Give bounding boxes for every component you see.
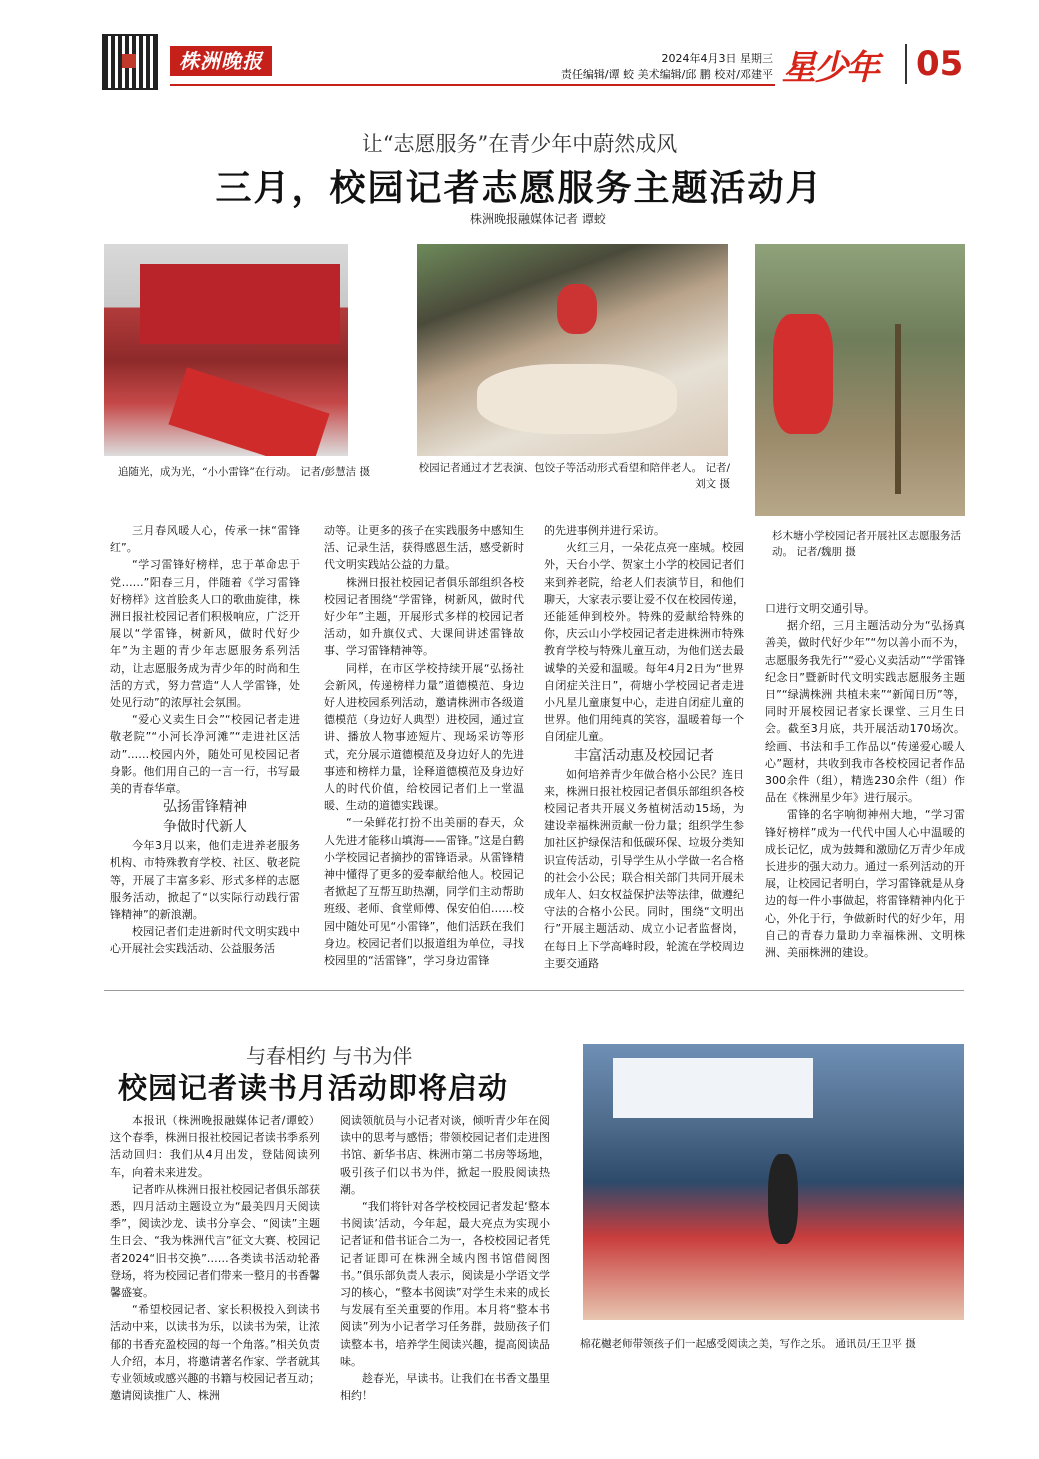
article1-column-4 <box>765 600 965 961</box>
paragraph: 口进行文明交通引导。 <box>765 602 875 615</box>
paragraph: 本报讯（株洲晚报融媒体记者/谭蛟） 这个春季，株洲日报社校园记者读书季系列活动回归：我们从4月出发，登陆阅读列车，向着未来进发。 <box>110 1114 320 1179</box>
paragraph: 雷锋的名字响彻神州大地，“学习雷锋好榜样”成为一代代中国人心中温暖的成长记忆，成为鼓舞和激励亿万青少年成长进步的强大动力。通过一系列活动的开展，让校园记者明白，学习雷锋就是从身边的每一件小事做起，将雷锋精神内化于心，外化于行，争做新时代的好少年，用自己的青春力量助力幸福株洲、文明株洲、美丽株洲的建设。 <box>765 808 965 960</box>
masthead-logo: 株洲晚报 <box>170 46 272 76</box>
article1-column-3 <box>544 522 744 972</box>
section-name: 星少年 <box>782 48 878 88</box>
section-logo <box>782 40 878 89</box>
article2-kicker: 与春相约 与书为伴 <box>246 1044 413 1068</box>
page-number: 05 <box>916 44 964 84</box>
paragraph: 趁春光，早读书。让我们在书香文墨里相约！ <box>340 1372 550 1403</box>
photo-person-shape <box>557 284 597 334</box>
article1-title: 三月，校园记者志愿服务主题活动月 <box>215 168 824 209</box>
paragraph: “爱心义卖生日会”“校园记者走进敬老院”“小河长净河滩”“走进社区活动”……校园内外，随处可见校园记者身影。他们用自己的一言一行，书写最美的青春华章。 <box>110 713 300 796</box>
paragraph: “学习雷锋好榜样，忠于革命忠于党……”阳春三月，伴随着《学习雷锋好榜样》这首脍炙人口的歌曲旋律，株洲日报社校园记者们积极响应，广泛开展以“学雷锋，树新风，做时代好少年”为主题的青少年志愿服务系列活动，让志愿服务成为青少年的时尚和生活的方式，努力营造“人人学雷锋，处处见行动”的浓厚社会氛围。 <box>110 558 300 710</box>
paragraph: 记者昨从株洲日报社校园记者俱乐部获悉，四月活动主题设立为“最美四月天阅读季”，阅读沙龙、读书分享会、“阅读”主题生日会、“我为株洲代言”征文大赛、校园记者2024“旧书交换”……各类读书活动轮番登场，将为校园记者们带来一整月的书香馨馨盛宴。 <box>110 1182 320 1300</box>
header-divider <box>905 44 907 84</box>
article1-byline: 株洲晚报融媒体记者 谭蛟 <box>470 212 606 226</box>
photo-reading-lecture <box>583 1044 964 1320</box>
header-rule <box>170 84 775 86</box>
paragraph: 校园记者们走进新时代文明实践中心开展社会实践活动、公益服务活 <box>110 925 300 956</box>
section-divider <box>104 990 964 991</box>
photo-speaker-shape <box>768 1154 798 1244</box>
paragraph: 今年3月以来，他们走进养老服务机构、市特殊教育学校、社区、敬老院等，开展了丰富多彩、形式多样的志愿服务活动，掀起了“以实际行动践行雷锋精神”的新浪潮。 <box>110 839 300 922</box>
photo-caption: 杉木塘小学校园记者开展社区志愿服务活动。 记者/魏朋 摄 <box>772 530 961 558</box>
photo-table-shape <box>477 364 677 434</box>
issue-date: 2024年4月3日 星期三 <box>661 52 773 65</box>
paragraph: 阅读领航员与小记者对谈，倾听青少年在阅读中的思考与感悟；带领校园记者们走进图书馆、新华书店、株洲市第二书房等场地，吸引孩子们以书为伴，掀起一股股阅读热潮。 <box>340 1114 550 1196</box>
paragraph: 动等。让更多的孩子在实践服务中感知生活、记录生活，获得感恩生活，感受新时代文明实践站公益的力量。 <box>324 524 524 572</box>
article2-column-2 <box>340 1112 550 1404</box>
paragraph: 如何培养青少年做合格小公民？连日来，株洲日报社校园记者俱乐部组织各校校园记者共开展义务植树活动15场，为建设幸福株洲贡献一份力量；组织学生参加社区护绿保洁和低碳环保、垃圾分类知识宣传活动，引导学生从小学做一名合格的社会小公民；联合相关部门共同开展未成年人、妇女权益保护法等法律，做遵纪守法的合格小公民。同时，围绕“文明出行”开展主题活动、成立小记者监督岗，在每日上下学高峰时段，轮流在学校周边主要交通路 <box>544 767 744 970</box>
photo-flag-shape <box>168 367 329 456</box>
subheading: 丰富活动惠及校园记者 <box>574 747 714 764</box>
article1-column-1 <box>110 522 300 958</box>
subheading: 弘扬雷锋精神 争做时代新人 <box>163 799 247 836</box>
paragraph: 的先进事例并进行采访。 <box>544 524 665 537</box>
photo-tree-shape <box>895 324 901 494</box>
article2-column-1 <box>110 1112 320 1404</box>
paragraph: “一朵鲜花打扮不出美丽的春天，众人先进才能移山填海——雷锋。”这是白鹤小学校园记者摘抄的雷锋语录。从雷锋精神中懂得了更多的爱奉献给他人。校园记者掀起了互帮互助热潮，同学们主动帮助班级、老师、食堂师傅、保安伯伯……校园中随处可见“小雷锋”，他们活跃在我们身边。校园记者们以报道组为单位，寻找校园里的“活雷锋”，学习身边雷锋 <box>324 816 524 968</box>
editors-line: 责任编辑/谭 蛟 美术编辑/邱 鹏 校对/邓建平 <box>560 68 773 81</box>
photo-volunteer-ceremony <box>104 244 348 456</box>
photo-screen-shape <box>613 1058 813 1118</box>
paragraph: 三月春风暖人心，传承一抹“雷锋红”。 <box>110 524 300 555</box>
photo-dumpling-activity <box>417 244 728 456</box>
photo-vest-shape <box>773 314 833 434</box>
photo-tree-planting <box>755 244 965 516</box>
photo-caption: 棉花樾老师带领孩子们一起感受阅读之美，写作之乐。 通讯员/王卫平 摄 <box>580 1338 916 1350</box>
paragraph: 同样，在市区学校持续开展“弘扬社会新风，传递榜样力量”道德模范、身边好人进校园系列活动，邀请株洲市各级道德模范（身边好人典型）进校园，通过宣讲、播放人物事迹短片、现场采访等形式，充分展示道德模范及身边好人的先进事迹和榜样力量，诠释道德模范及身边好人的时代价值，给校园记者们上一堂温暖、生动的道德实践课。 <box>324 661 524 813</box>
article2-title: 校园记者读书月活动即将启动 <box>118 1071 509 1105</box>
article1-kicker: 让“志愿服务”在青少年中蔚然成风 <box>361 132 678 156</box>
qr-code <box>104 36 156 88</box>
photo-banner-shape <box>140 264 340 344</box>
photo-caption: 追随光，成为光，“小小雷锋”在行动。 记者/彭慧洁 摄 <box>118 466 370 478</box>
paragraph: “希望校园记者、家长积极投入到读书活动中来，以读书为乐，以读书为荣，让浓郁的书香充盈校园的每一个角落。”相关负责人介绍，本月，将邀请著名作家、学者就其专业领域或感兴趣的书籍与校园记者互动；邀请阅读推广人、株洲 <box>110 1303 320 1403</box>
article1-column-2 <box>324 522 524 969</box>
photo-caption: 校园记者通过才艺表演、包饺子等活动形式看望和陪伴老人。 记者/刘文 摄 <box>418 462 730 490</box>
paragraph: 据介绍，三月主题活动分为“弘扬真善美，做时代好少年”“勿以善小而不为，志愿服务我先行”“爱心义卖活动”“学雷锋纪念日”暨新时代文明实践志愿服务主题日”“绿满株洲 共植未来”“新闻日历”等，同时开展校园记者家长课堂、三月生日会。截至3月底，共开展活动170场次。绘画、书法和手工作品以“传递爱心暖人心”题材，共收到我市各校校园记者作品300余件（组），精选230余件（组）作品在《株洲星少年》进行展示。 <box>765 619 965 805</box>
paragraph: 株洲日报社校园记者俱乐部组织各校校园记者围绕“学雷锋，树新风，做时代好少年”主题，开展形式多样的校园记者活动，如升旗仪式、大课间讲述雷锋故事、学习雷锋精神等。 <box>324 575 524 658</box>
paragraph: 火红三月，一朵花点亮一座城。校园外，天台小学、贺家土小学的校园记者们来到养老院，给老人们表演节目，和他们聊天，大家表示要让爱不仅在校园传递，还能延伸到校外。特殊的爱献给特殊的你，庆云山小学校园记者走进株洲市特殊教育学校与特殊儿童互动，为他们送去最诚挚的关爱和温暖。每年4月2日为“世界自闭症关注日”，荷塘小学校园记者走进小凡星儿童康复中心，走进自闭症儿童的世界。他们用纯真的笑容，温暖着每一个自闭症儿童。 <box>544 541 744 744</box>
paragraph: “我们将针对各学校校园记者发起‘整本书阅读’活动，今年起，最大亮点为实现小记者证和借书证合二为一，各校校园记者凭记者证即可在株洲全域内图书馆借阅图书。”俱乐部负责人表示，阅读是小学语文学习的核心，“整本书阅读”对学生未来的成长与发展有至关重要的作用。本月将“整本书阅读”列为小记者学习任务群，鼓励孩子们读整本书，培养学生阅读兴趣，提高阅读品味。 <box>340 1200 550 1368</box>
